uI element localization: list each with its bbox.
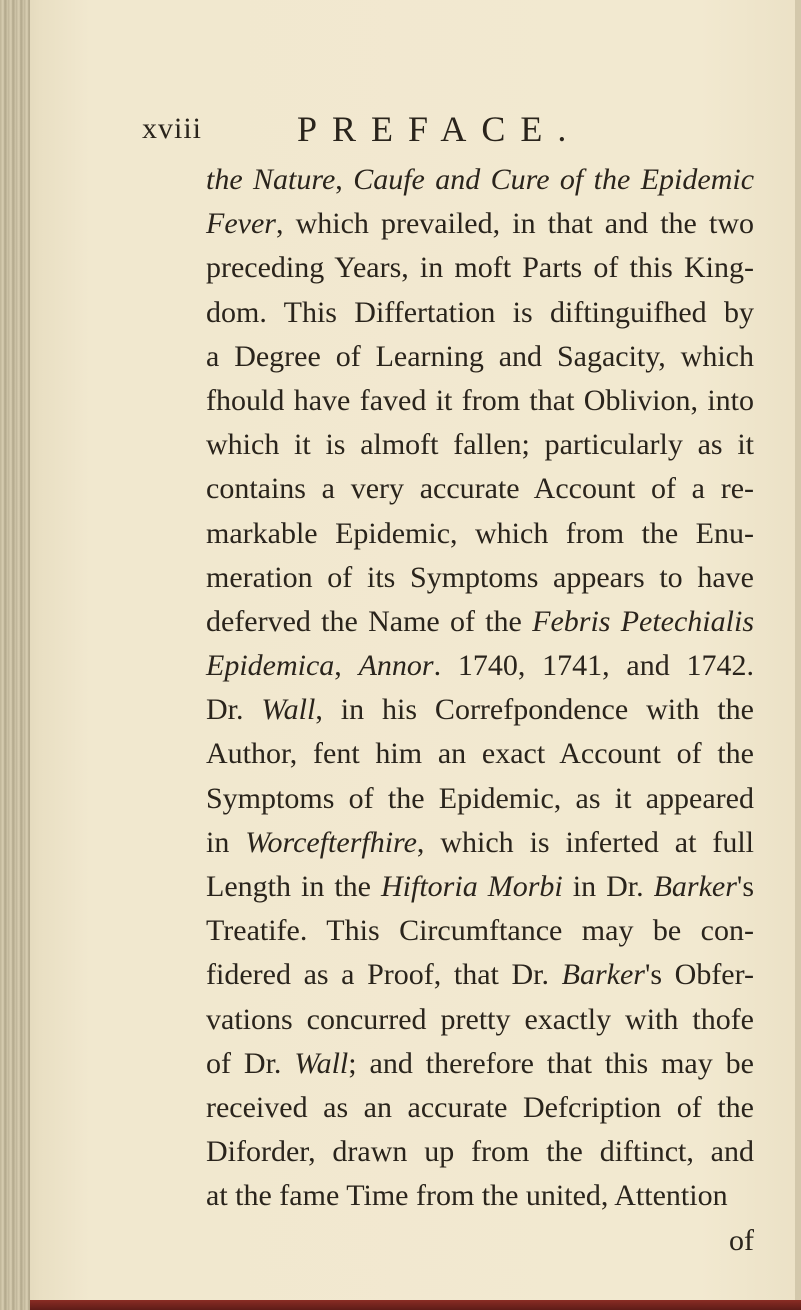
text-line-17: Length in the Hiftoria Morbi in Dr. Barker's xyxy=(206,870,755,903)
text-line-14: Author, fent him an exact Account of the xyxy=(206,737,754,771)
text-line-13: Dr. Wall, in his Correfpondence with the xyxy=(206,693,754,727)
text-line-6: fhould have faved it from that Oblivion, into xyxy=(206,383,754,417)
text-line-3: preceding Years, in moft Parts of this King- xyxy=(206,251,754,285)
binding-edge xyxy=(0,0,30,1310)
text-line-24: at the fame Time from the united, Attention xyxy=(206,1179,728,1213)
text-line-2: Fever, which prevailed, in that and the two xyxy=(206,207,754,241)
page-header xyxy=(142,108,722,148)
page-right-edge xyxy=(795,0,801,1310)
text-line-5: a Degree of Learning and Sagacity, which xyxy=(206,339,754,373)
text-line-10: meration of its Symptoms appears to have xyxy=(206,560,754,594)
text-line-18: Treatife. This Circumftance may be con- xyxy=(206,914,754,948)
text-line-11: deferved the Name of the Febris Petechialis xyxy=(206,604,754,638)
running-head: PREFACE. xyxy=(297,109,582,149)
page-number: xviii xyxy=(142,112,203,145)
text-line-19: fidered as a Proof, that Dr. Barker's Obfer- xyxy=(206,958,755,992)
text-line-16: in Worcefterfhire, which is inferted at full xyxy=(206,825,755,859)
text-line-23: Diforder, drawn up from the diftinct, and xyxy=(206,1135,754,1169)
text-line-4: dom. This Differtation is diftinguifhed by xyxy=(206,295,754,329)
page-bottom-edge xyxy=(30,1300,801,1310)
text-line-8: contains a very accurate Account of a re- xyxy=(206,472,754,506)
text-line-9: markable Epidemic, which from the Enu- xyxy=(206,516,754,550)
body-text xyxy=(206,158,754,1263)
text-line-22: received as an accurate Defcription of the xyxy=(206,1090,754,1124)
catchword: of xyxy=(729,1223,754,1257)
text-line-1: the Nature, Caufe and Cure of the Epidemic xyxy=(206,163,755,196)
text-line-12: Epidemica, Annor. 1740, 1741, and 1742. xyxy=(206,649,754,683)
text-line-21: of Dr. Wall; and therefore that this may be xyxy=(206,1046,754,1080)
text-line-15: Symptoms of the Epidemic, as it appeared xyxy=(206,781,754,815)
text-line-20: vations concurred pretty exactly with thofe xyxy=(206,1002,754,1036)
text-line-7: which it is almoft fallen; particularly as it xyxy=(206,428,754,462)
